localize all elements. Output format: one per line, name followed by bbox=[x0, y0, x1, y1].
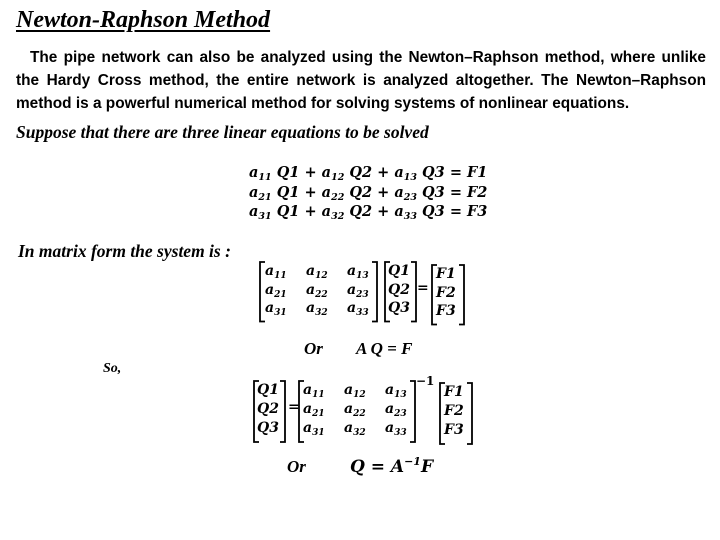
matrix-a-cell: $a_{13}$ bbox=[347, 263, 369, 281]
solution-a-cell: $a_{33}$ bbox=[385, 420, 407, 438]
right-bracket bbox=[371, 261, 379, 323]
solution-a-cell: $a_{31}$ bbox=[303, 420, 325, 438]
or-label-2: Or bbox=[287, 457, 306, 476]
coefficient-index: 21 bbox=[258, 191, 272, 203]
solution-q-cell: Q1 bbox=[257, 382, 279, 398]
plus-sign: + bbox=[377, 203, 395, 220]
solution-q-cell: Q2 bbox=[257, 401, 279, 417]
matrix-a-cell: $a_{33}$ bbox=[347, 300, 369, 318]
equation-row bbox=[249, 202, 487, 222]
solution-a-cell: $a_{21}$ bbox=[303, 401, 325, 419]
coefficient-index: 23 bbox=[403, 191, 417, 203]
matrix-a-cell: $a_{22}$ bbox=[306, 281, 328, 300]
coefficient-index: 12 bbox=[331, 172, 345, 183]
right-bracket bbox=[458, 264, 466, 326]
unknown: Q3 bbox=[416, 203, 450, 220]
equation-row bbox=[249, 163, 487, 183]
solution-a-cell: $a_{23}$ bbox=[385, 401, 407, 419]
rhs-value: F3 bbox=[467, 203, 488, 220]
inverse-equation-lhs: Q = A bbox=[350, 457, 405, 477]
equals-sign: = bbox=[417, 280, 429, 296]
vector-q-cell: Q2 bbox=[388, 281, 410, 298]
coefficient: a bbox=[394, 164, 404, 181]
unknown: Q2 bbox=[344, 164, 378, 181]
matrix-form-heading: In matrix form the system is : bbox=[18, 241, 231, 261]
equals-sign: = bbox=[288, 399, 300, 415]
coefficient-index: 31 bbox=[258, 211, 272, 222]
inverse-equation-rhs: F bbox=[420, 457, 434, 477]
plus-sign: + bbox=[377, 164, 395, 181]
unknown: Q1 bbox=[271, 164, 305, 181]
unknown: Q1 bbox=[271, 183, 305, 201]
matrix-a-cell: $a_{21}$ bbox=[265, 281, 287, 300]
suppose-heading: Suppose that there are three linear equations to be solved bbox=[16, 122, 429, 142]
coefficient: a bbox=[321, 183, 332, 201]
matrix-a-cell: $a_{11}$ bbox=[265, 263, 287, 281]
solution-f-cell: F1 bbox=[444, 384, 464, 400]
compact-equation: A Q = F bbox=[356, 339, 413, 358]
coefficient-index: 22 bbox=[331, 191, 345, 203]
solution-a-cell: $a_{32}$ bbox=[344, 420, 366, 438]
matrix-a-cell: $a_{31}$ bbox=[265, 300, 287, 318]
matrix-a-cell: $a_{23}$ bbox=[347, 281, 369, 300]
unknown: Q2 bbox=[344, 203, 378, 220]
solution-a-cell: $a_{13}$ bbox=[385, 382, 407, 400]
inverse-exponent: −1 bbox=[416, 374, 435, 388]
vector-f-cell: F3 bbox=[436, 303, 456, 319]
so-label: So, bbox=[103, 361, 122, 376]
inverse-equation bbox=[350, 457, 433, 477]
rhs-value: F2 bbox=[467, 183, 488, 201]
plus-sign: + bbox=[304, 164, 322, 181]
matrix-a-cell: $a_{12}$ bbox=[306, 263, 328, 281]
vector-q-cell: Q1 bbox=[388, 263, 410, 279]
coefficient: a bbox=[321, 203, 332, 220]
coefficient: a bbox=[394, 203, 404, 220]
coefficient: a bbox=[394, 183, 404, 201]
right-bracket bbox=[466, 382, 474, 445]
coefficient: a bbox=[249, 203, 259, 220]
equals-sign: = bbox=[449, 183, 468, 201]
coefficient: a bbox=[249, 183, 259, 201]
coefficient-index: 33 bbox=[403, 211, 417, 222]
unknown: Q3 bbox=[416, 164, 450, 181]
coefficient-index: 11 bbox=[258, 172, 272, 183]
coefficient: a bbox=[321, 164, 332, 181]
unknown: Q1 bbox=[271, 203, 305, 220]
matrix-a-cell: $a_{32}$ bbox=[306, 300, 328, 318]
plus-sign: + bbox=[377, 183, 395, 201]
solution-a-cell: $a_{11}$ bbox=[303, 382, 325, 400]
coefficient-index: 32 bbox=[331, 211, 345, 222]
plus-sign: + bbox=[304, 203, 322, 220]
equation-row bbox=[249, 183, 487, 203]
vector-f-cell: F2 bbox=[436, 284, 456, 301]
vector-q-cell: Q3 bbox=[388, 300, 410, 316]
solution-a-cell: $a_{12}$ bbox=[344, 382, 366, 400]
page-title: Newton-Raphson Method bbox=[16, 7, 271, 33]
or-label: Or bbox=[304, 339, 323, 358]
intro-paragraph: The pipe network can also be analyzed using the Newton–Raphson method, where unlike the Hardy Cross method, the entire network is analyzed altogether. The Newton–Raphson method is a powerful numerical method for solving systems of nonlinear equations. bbox=[16, 49, 706, 112]
right-bracket bbox=[279, 380, 287, 443]
linear-equations bbox=[249, 163, 487, 222]
solution-q-cell: Q3 bbox=[257, 420, 279, 436]
unknown: Q2 bbox=[344, 183, 378, 201]
equals-sign: = bbox=[449, 203, 468, 220]
solution-f-cell: F2 bbox=[444, 403, 464, 419]
plus-sign: + bbox=[304, 183, 322, 201]
rhs-value: F1 bbox=[467, 164, 488, 181]
unknown: Q3 bbox=[416, 183, 450, 201]
coefficient: a bbox=[249, 164, 259, 181]
solution-f-cell: F3 bbox=[444, 422, 464, 438]
equals-sign: = bbox=[449, 164, 468, 181]
solution-a-cell: $a_{22}$ bbox=[344, 401, 366, 419]
inverse-equation-exponent: −1 bbox=[404, 455, 421, 468]
right-bracket bbox=[409, 380, 417, 443]
vector-f-cell: F1 bbox=[436, 266, 456, 282]
coefficient-index: 13 bbox=[403, 172, 417, 183]
